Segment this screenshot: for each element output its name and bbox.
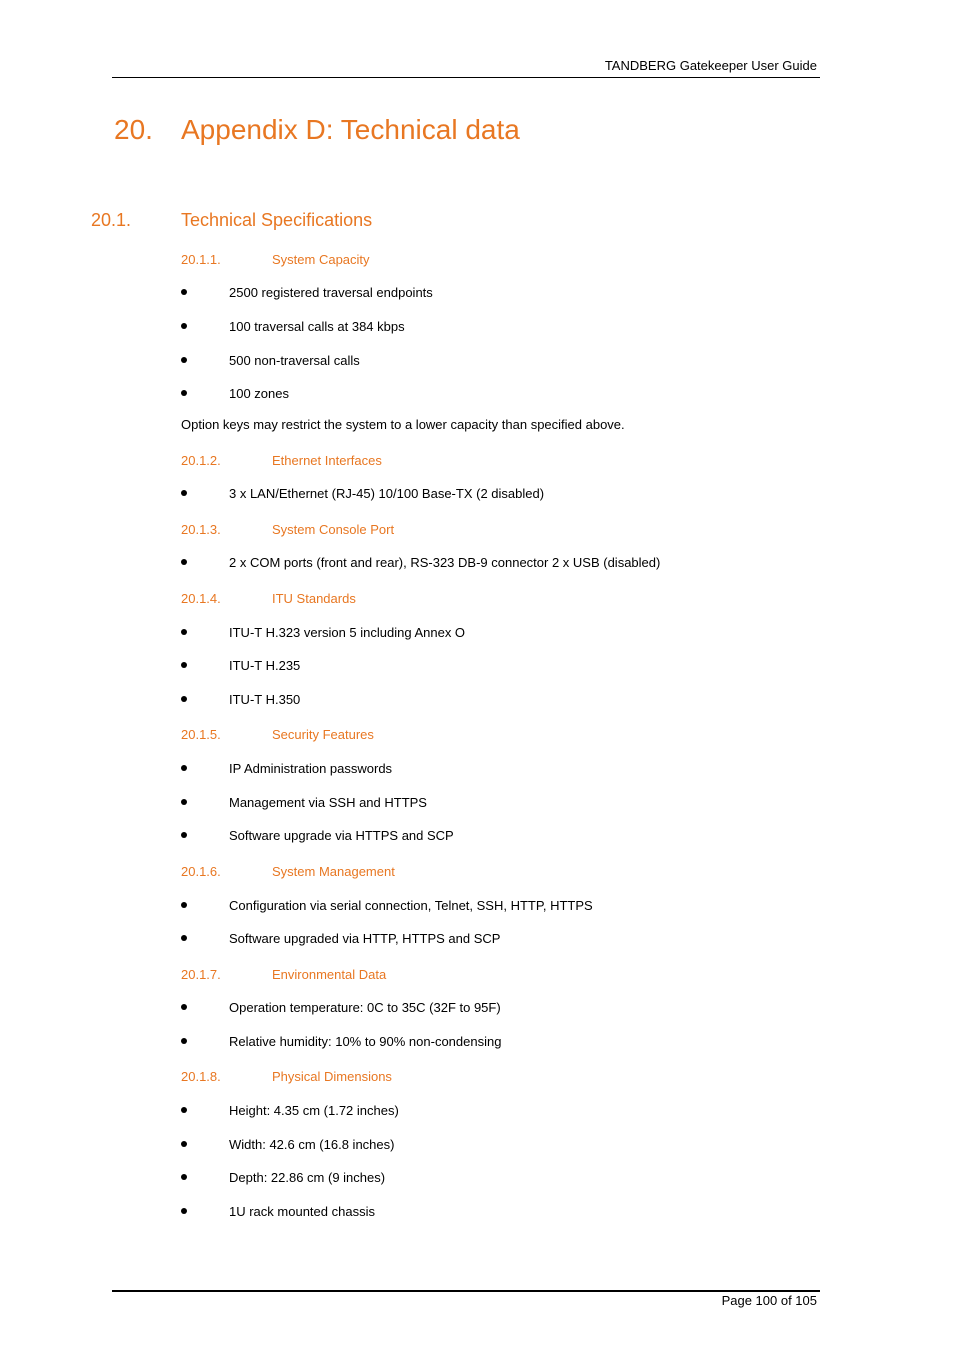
- bullet-icon: [181, 1107, 187, 1113]
- subsection-heading: [181, 727, 374, 742]
- list-item-text: 100 traversal calls at 384 kbps: [229, 319, 405, 334]
- chapter-number: 20.: [114, 114, 153, 145]
- bullet-icon: [181, 765, 187, 771]
- subsection-title: System Console Port: [272, 522, 395, 537]
- list-item-text: Height: 4.35 cm (1.72 inches): [229, 1103, 399, 1118]
- bullet-icon: [181, 1208, 187, 1214]
- section-title: Technical Specifications: [181, 210, 373, 230]
- list-item-text: Management via SSH and HTTPS: [229, 795, 427, 810]
- subsection-heading: [181, 1069, 392, 1084]
- bullet-icon: [181, 559, 187, 565]
- subsection-number: 20.1.1.: [181, 252, 221, 267]
- subsection-heading: [181, 522, 394, 537]
- page-header-title: TANDBERG Gatekeeper User Guide: [604, 58, 817, 73]
- list-item-text: ITU-T H.350: [229, 692, 301, 707]
- list-item-text: IP Administration passwords: [229, 761, 393, 776]
- bullet-icon: [181, 490, 187, 496]
- bullet-icon: [181, 289, 187, 295]
- section-number: 20.1.: [91, 210, 132, 230]
- bullet-icon: [181, 357, 187, 363]
- header-divider: [112, 77, 820, 78]
- bullet-icon: [181, 1004, 187, 1010]
- subsection-number: 20.1.4.: [181, 591, 221, 606]
- subsection-heading: [181, 453, 382, 468]
- list-item-text: Software upgrade via HTTPS and SCP: [229, 828, 454, 843]
- subsection-title: Security Features: [272, 727, 374, 742]
- list-item-text: Operation temperature: 0C to 35C (32F to 95F): [229, 1000, 501, 1015]
- bullet-icon: [181, 1141, 187, 1147]
- list-item-text: 2 x COM ports (front and rear), RS-323 DB-9 connector 2 x USB (disabled): [229, 555, 661, 570]
- list-item-text: 500 non-traversal calls: [229, 353, 360, 368]
- subsection-heading: [181, 591, 356, 606]
- list-item-text: 2500 registered traversal endpoints: [229, 285, 433, 300]
- list-item-text: 3 x LAN/Ethernet (RJ-45) 10/100 Base-TX (2 disabled): [229, 486, 545, 501]
- bullet-icon: [181, 1038, 187, 1044]
- subsection-number: 20.1.6.: [181, 864, 221, 879]
- bullet-icon: [181, 323, 187, 329]
- list-item-text: 1U rack mounted chassis: [229, 1204, 375, 1219]
- subsection-title: ITU Standards: [272, 591, 356, 606]
- bullet-icon: [181, 935, 187, 941]
- subsection-title: Physical Dimensions: [272, 1069, 392, 1084]
- subsection-title: Environmental Data: [272, 967, 387, 982]
- bullet-icon: [181, 662, 187, 668]
- subsection-number: 20.1.8.: [181, 1069, 221, 1084]
- chapter-heading: [114, 114, 520, 146]
- bullet-icon: [181, 799, 187, 805]
- list-item-text: ITU-T H.323 version 5 including Annex O: [229, 625, 466, 640]
- bullet-icon: [181, 902, 187, 908]
- list-item-text: Configuration via serial connection, Telnet, SSH, HTTP, HTTPS: [229, 898, 593, 913]
- subsection-heading: [181, 967, 386, 982]
- subsection-title: System Management: [272, 864, 395, 879]
- subsection-heading: [181, 252, 370, 267]
- subsection-title: System Capacity: [272, 252, 370, 267]
- list-item-text: 100 zones: [229, 386, 289, 401]
- subsection-number: 20.1.2.: [181, 453, 221, 468]
- section-heading: [91, 210, 372, 231]
- list-item-text: ITU-T H.235: [229, 658, 301, 673]
- bullet-icon: [181, 390, 187, 396]
- bullet-icon: [181, 1174, 187, 1180]
- page-number: Page 100 of 105: [721, 1293, 817, 1308]
- subsection-number: 20.1.3.: [181, 522, 221, 537]
- bullet-icon: [181, 832, 187, 838]
- list-item-text: Depth: 22.86 cm (9 inches): [229, 1170, 386, 1185]
- footer-divider: [112, 1290, 820, 1292]
- capacity-note: Option keys may restrict the system to a lower capacity than specified above.: [181, 417, 625, 432]
- subsection-title: Ethernet Interfaces: [272, 453, 382, 468]
- bullet-icon: [181, 629, 187, 635]
- subsection-heading: [181, 864, 395, 879]
- chapter-title: Appendix D: Technical data: [181, 114, 520, 145]
- subsection-number: 20.1.7.: [181, 967, 221, 982]
- list-item-text: Software upgraded via HTTP, HTTPS and SCP: [229, 931, 501, 946]
- list-item-text: Relative humidity: 10% to 90% non-condensing: [229, 1034, 502, 1049]
- bullet-icon: [181, 696, 187, 702]
- list-item-text: Width: 42.6 cm (16.8 inches): [229, 1137, 395, 1152]
- subsection-number: 20.1.5.: [181, 727, 221, 742]
